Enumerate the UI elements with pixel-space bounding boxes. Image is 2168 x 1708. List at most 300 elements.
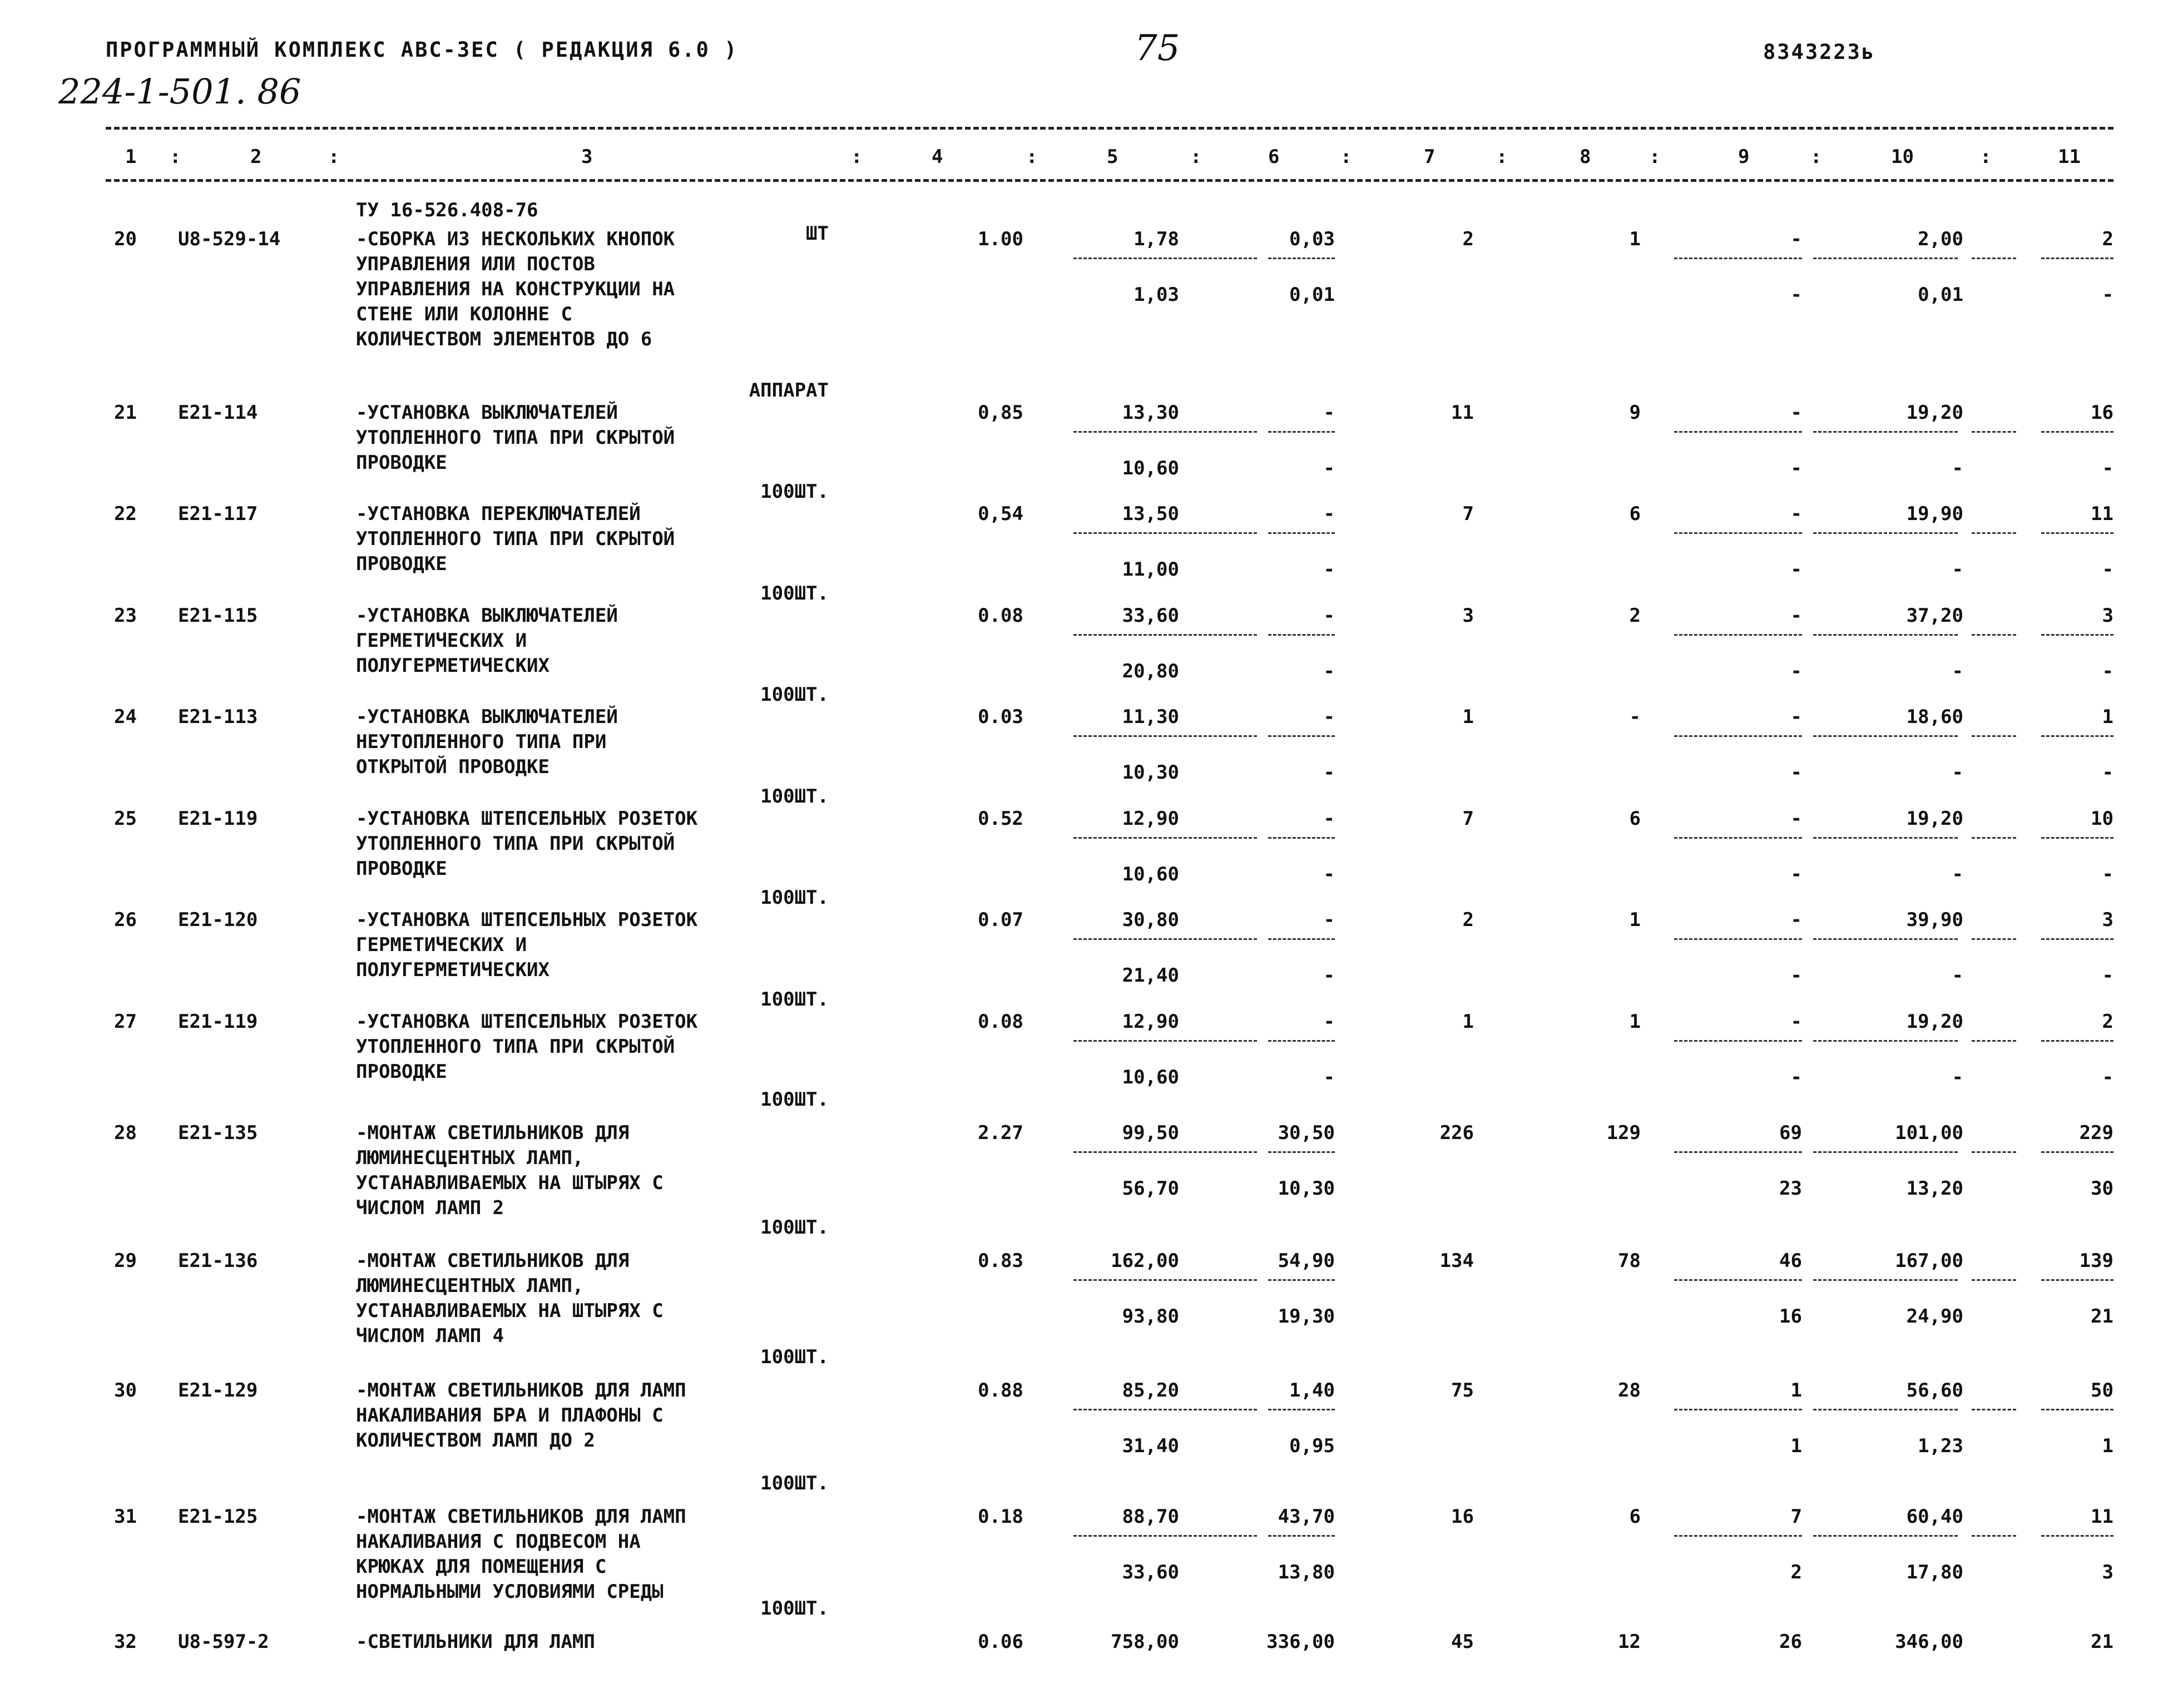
wages-per-unit: 1,03	[1134, 284, 1179, 306]
wages-per-unit: 10,30	[1122, 761, 1179, 784]
labor-machinists-total: -	[2102, 1066, 2113, 1088]
subtotal-dash	[1674, 938, 1802, 940]
machine-wages-total: -	[1790, 1066, 1802, 1088]
labor-per-unit: 39,90	[1906, 909, 1963, 931]
wages: 1	[1629, 909, 1641, 931]
subtotal-dash	[1674, 837, 1802, 839]
subtotal-dash	[1073, 634, 1257, 636]
labor-machinists-total: 3	[2102, 1561, 2113, 1583]
machine-cost: 336,00	[1266, 1631, 1335, 1653]
unit-of-measure: 100ШТ.	[760, 1346, 829, 1368]
norm-code: E21-135	[178, 1122, 258, 1144]
total-cost: 2	[1462, 909, 1474, 931]
work-description: -УСТАНОВКА ШТЕПСЕЛЬНЫХ РОЗЕТОК УТОПЛЕННОГО ТИПА ПРИ СКРЫТОЙ ПРОВОДКЕ	[356, 808, 698, 880]
row-number: 29	[114, 1250, 137, 1272]
row-number: 26	[114, 909, 137, 931]
subtotal-dash	[1813, 258, 1958, 259]
quantity: 0.08	[978, 1011, 1023, 1033]
column-separator: :	[170, 146, 181, 168]
machine-wages: 10,30	[1278, 1177, 1335, 1200]
column-number: 5	[1107, 146, 1118, 168]
unit-of-measure: 100ШТ.	[760, 1216, 829, 1239]
subtotal-dash	[1813, 938, 1958, 940]
unit-cost: 33,60	[1122, 605, 1179, 627]
labor-machinists: -	[1952, 761, 1963, 784]
total-labor: 139	[2079, 1250, 2113, 1272]
norm-code: U8-597-2	[178, 1631, 269, 1653]
total-labor: 229	[2079, 1122, 2113, 1144]
machine-cost: 30,50	[1278, 1122, 1335, 1144]
wages: 12	[1618, 1631, 1641, 1653]
wages-per-unit: 31,40	[1122, 1435, 1179, 1457]
row-number: 21	[114, 402, 137, 424]
wages-per-unit: 21,40	[1122, 964, 1179, 987]
labor-machinists: -	[1952, 1066, 1963, 1088]
row-number: 32	[114, 1631, 137, 1653]
norm-code: E21-125	[178, 1506, 258, 1528]
total-labor: 11	[2091, 503, 2113, 525]
total-cost: 226	[1439, 1122, 1474, 1144]
wages: 28	[1618, 1379, 1641, 1402]
labor-per-unit: 2,00	[1918, 228, 1963, 250]
machine-wages-total: -	[1790, 660, 1802, 682]
subtotal-dash	[1268, 1279, 1335, 1281]
total-labor: 1	[2102, 706, 2113, 728]
wages-per-unit: 10,60	[1122, 863, 1179, 885]
machine-wages-total: 16	[1779, 1305, 1802, 1328]
labor-per-unit: 19,20	[1906, 402, 1963, 424]
total-labor: 16	[2091, 402, 2113, 424]
column-separator: :	[328, 146, 340, 168]
quantity: 0.52	[978, 808, 1023, 830]
subtotal-dash	[1268, 1151, 1335, 1153]
subtotal-dash	[1268, 634, 1335, 636]
machine-operation: -	[1790, 228, 1802, 250]
labor-machinists-total: -	[2102, 558, 2113, 581]
machine-operation: 46	[1779, 1250, 1802, 1272]
work-description: -МОНТАЖ СВЕТИЛЬНИКОВ ДЛЯ ЛАМП НАКАЛИВАНИЯ С ПОДВЕСОМ НА КРЮКАХ ДЛЯ ПОМЕЩЕНИЯ С НОРМАЛЬНЫМИ УСЛОВИЯМИ СРЕДЫ	[356, 1506, 686, 1603]
unit-of-measure: 100ШТ.	[760, 1472, 829, 1494]
total-labor: 10	[2091, 808, 2113, 830]
program-header: ПРОГРАММНЫЙ КОМПЛЕКС АВС-3ЕС ( РЕДАКЦИЯ 6.0 )	[106, 38, 739, 62]
machine-wages-total: 2	[1790, 1561, 1802, 1583]
work-description: -МОНТАЖ СВЕТИЛЬНИКОВ ДЛЯ ЛЮМИНЕСЦЕНТНЫХ ЛАМП, УСТАНАВЛИВАЕМЫХ НА ШТЫРЯХ С ЧИСЛОМ ЛАМП 2	[356, 1122, 664, 1219]
labor-machinists: 17,80	[1906, 1561, 1963, 1583]
subtotal-dash	[1073, 1151, 1257, 1153]
machine-wages-total: -	[1790, 284, 1802, 306]
subtotal-dash	[1813, 837, 1958, 839]
subtotal-dash	[1268, 1409, 1335, 1410]
subtotal-dash	[1972, 1409, 2016, 1410]
labor-machinists: 0,01	[1918, 284, 1963, 306]
labor-per-unit: 19,90	[1906, 503, 1963, 525]
row-number: 27	[114, 1011, 137, 1033]
labor-per-unit: 56,60	[1906, 1379, 1963, 1402]
unit-of-measure: 100ШТ.	[760, 988, 829, 1011]
wages: 1	[1629, 1011, 1641, 1033]
subtotal-dash	[1972, 532, 2016, 534]
wages-per-unit: 10,60	[1122, 457, 1179, 479]
machine-wages: -	[1323, 964, 1335, 987]
machine-cost: 1,40	[1289, 1379, 1335, 1402]
unit-of-measure: 100ШТ.	[760, 481, 829, 503]
labor-machinists: -	[1952, 964, 1963, 987]
subtotal-dash	[1674, 1279, 1802, 1281]
total-labor: 11	[2091, 1506, 2113, 1528]
machine-operation: -	[1790, 503, 1802, 525]
machine-operation: -	[1790, 706, 1802, 728]
wages-per-unit: 11,00	[1122, 558, 1179, 581]
wages: 129	[1606, 1122, 1641, 1144]
machine-operation: 69	[1779, 1122, 1802, 1144]
total-cost: 45	[1451, 1631, 1474, 1653]
unit-cost: 99,50	[1122, 1122, 1179, 1144]
row-number: 23	[114, 605, 137, 627]
subtotal-dash	[1972, 258, 2016, 259]
subtotal-dash	[2041, 1409, 2113, 1410]
page-number: 75	[1135, 28, 1180, 69]
column-number: 11	[2058, 146, 2081, 168]
labor-machinists-total: 21	[2091, 1305, 2113, 1328]
header-rule-bottom	[106, 179, 2113, 182]
document-code: 8343223ь	[1763, 40, 1876, 64]
work-description: -УСТАНОВКА ПЕРЕКЛЮЧАТЕЛЕЙ УТОПЛЕННОГО ТИПА ПРИ СКРЫТОЙ ПРОВОДКЕ	[356, 503, 675, 575]
column-separator: :	[851, 146, 863, 168]
column-separator: :	[1340, 146, 1352, 168]
subtotal-dash	[1813, 634, 1958, 636]
labor-per-unit: 19,20	[1906, 808, 1963, 830]
column-number: 1	[125, 146, 137, 168]
subtotal-dash	[1073, 938, 1257, 940]
total-cost: 134	[1439, 1250, 1474, 1272]
subtotal-dash	[2041, 431, 2113, 433]
subtotal-dash	[1972, 735, 2016, 737]
row-number: 25	[114, 808, 137, 830]
unit-of-measure: ШТ	[806, 222, 829, 245]
column-number: 6	[1268, 146, 1280, 168]
machine-cost: -	[1323, 1011, 1335, 1033]
subtotal-dash	[1674, 1151, 1802, 1153]
machine-wages-total: -	[1790, 457, 1802, 479]
norm-code: U8-529-14	[178, 228, 281, 250]
machine-operation: -	[1790, 402, 1802, 424]
subtotal-dash	[1268, 1535, 1335, 1537]
labor-machinists: -	[1952, 660, 1963, 682]
row-number: 28	[114, 1122, 137, 1144]
subtotal-dash	[1268, 938, 1335, 940]
unit-cost: 12,90	[1122, 808, 1179, 830]
subtotal-dash	[2041, 1040, 2113, 1042]
quantity: 0.83	[978, 1250, 1023, 1272]
subtotal-dash	[1268, 1040, 1335, 1042]
quantity: 2.27	[978, 1122, 1023, 1144]
column-number: 10	[1891, 146, 1914, 168]
wages-per-unit: 10,60	[1122, 1066, 1179, 1088]
machine-wages-total: -	[1790, 964, 1802, 987]
machine-cost: -	[1323, 503, 1335, 525]
machine-wages: 0,01	[1289, 284, 1335, 306]
wages: 6	[1629, 808, 1641, 830]
unit-of-measure: 100ШТ.	[760, 582, 829, 605]
total-labor: 2	[2102, 1011, 2113, 1033]
machine-operation: 26	[1779, 1631, 1802, 1653]
row-number: 30	[114, 1379, 137, 1402]
labor-machinists: -	[1952, 457, 1963, 479]
subtotal-dash	[1268, 431, 1335, 433]
machine-cost: 0,03	[1289, 228, 1335, 250]
work-description: -УСТАНОВКА ВЫКЛЮЧАТЕЛЕЙ УТОПЛЕННОГО ТИПА ПРИ СКРЫТОЙ ПРОВОДКЕ	[356, 402, 675, 474]
unit-cost: 13,30	[1122, 402, 1179, 424]
quantity: 1.00	[978, 228, 1023, 250]
wages: -	[1629, 706, 1641, 728]
machine-cost: -	[1323, 706, 1335, 728]
subtotal-dash	[1268, 735, 1335, 737]
norm-code: E21-117	[178, 503, 258, 525]
machine-wages: -	[1323, 457, 1335, 479]
subtotal-dash	[1813, 1279, 1958, 1281]
labor-machinists-total: -	[2102, 660, 2113, 682]
subtotal-dash	[1972, 431, 2016, 433]
subtotal-dash	[1674, 431, 1802, 433]
subtotal-dash	[1073, 1535, 1257, 1537]
subtotal-dash	[1972, 1535, 2016, 1537]
labor-per-unit: 18,60	[1906, 706, 1963, 728]
labor-machinists-total: -	[2102, 457, 2113, 479]
norm-code: E21-115	[178, 605, 258, 627]
quantity: 0.06	[978, 1631, 1023, 1653]
total-cost: 7	[1462, 503, 1474, 525]
subtotal-dash	[1674, 1535, 1802, 1537]
row-number: 22	[114, 503, 137, 525]
subtotal-dash	[2041, 938, 2113, 940]
machine-wages-total: 23	[1779, 1177, 1802, 1200]
column-separator: :	[1810, 146, 1822, 168]
machine-operation: 7	[1790, 1506, 1802, 1528]
quantity: 0.18	[978, 1506, 1023, 1528]
subtotal-dash	[1073, 1279, 1257, 1281]
row-number: 24	[114, 706, 137, 728]
wages-per-unit: 56,70	[1122, 1177, 1179, 1200]
unit-cost: 88,70	[1122, 1506, 1179, 1528]
machine-wages: 19,30	[1278, 1305, 1335, 1328]
total-cost: 7	[1462, 808, 1474, 830]
subtotal-dash	[1073, 532, 1257, 534]
machine-cost: -	[1323, 605, 1335, 627]
machine-wages: -	[1323, 558, 1335, 581]
subtotal-dash	[2041, 258, 2113, 259]
subtotal-dash	[1268, 258, 1335, 259]
labor-per-unit: 346,00	[1895, 1631, 1963, 1653]
unit-cost: 162,00	[1111, 1250, 1179, 1272]
subtotal-dash	[1813, 1535, 1958, 1537]
norm-code: E21-119	[178, 1011, 258, 1033]
unit-cost: 30,80	[1122, 909, 1179, 931]
norm-code: E21-120	[178, 909, 258, 931]
total-cost: 3	[1462, 605, 1474, 627]
labor-machinists: 24,90	[1906, 1305, 1963, 1328]
machine-cost: -	[1323, 808, 1335, 830]
unit-of-measure: 100ШТ.	[760, 785, 829, 808]
wages-per-unit: 33,60	[1122, 1561, 1179, 1583]
unit-cost: 1,78	[1134, 228, 1179, 250]
machine-operation: 1	[1790, 1379, 1802, 1402]
wages-per-unit: 20,80	[1122, 660, 1179, 682]
unit-cost: 11,30	[1122, 706, 1179, 728]
labor-machinists-total: -	[2102, 284, 2113, 306]
labor-machinists-total: -	[2102, 964, 2113, 987]
row-number: 20	[114, 228, 137, 250]
total-cost: 75	[1451, 1379, 1474, 1402]
wages: 6	[1629, 1506, 1641, 1528]
subtotal-dash	[1268, 532, 1335, 534]
wages: 6	[1629, 503, 1641, 525]
labor-per-unit: 167,00	[1895, 1250, 1963, 1272]
column-separator: :	[1026, 146, 1038, 168]
quantity: 0.03	[978, 706, 1023, 728]
subtotal-dash	[1813, 735, 1958, 737]
subtotal-dash	[2041, 1279, 2113, 1281]
subtotal-dash	[2041, 1535, 2113, 1537]
subtotal-dash	[1674, 634, 1802, 636]
machine-wages: 0,95	[1289, 1435, 1335, 1457]
subtotal-dash	[2041, 837, 2113, 839]
labor-per-unit: 19,20	[1906, 1011, 1963, 1033]
labor-machinists: -	[1952, 863, 1963, 885]
unit-of-measure: 100ШТ.	[760, 1597, 829, 1620]
machine-wages: -	[1323, 761, 1335, 784]
row-number: 31	[114, 1506, 137, 1528]
unit-of-measure: 100ШТ.	[760, 887, 829, 909]
norm-code: E21-114	[178, 402, 258, 424]
machine-operation: -	[1790, 1011, 1802, 1033]
work-description: -УСТАНОВКА ШТЕПСЕЛЬНЫХ РОЗЕТОК ГЕРМЕТИЧЕСКИХ И ПОЛУГЕРМЕТИЧЕСКИХ	[356, 909, 698, 981]
column-number: 7	[1424, 146, 1436, 168]
total-cost: 1	[1462, 1011, 1474, 1033]
work-description: -СВЕТИЛЬНИКИ ДЛЯ ЛАМП	[356, 1631, 595, 1653]
spec-note: ТУ 16-526.408-76	[356, 199, 538, 221]
machine-operation: -	[1790, 808, 1802, 830]
subtotal-dash	[1674, 1040, 1802, 1042]
subtotal-dash	[1674, 258, 1802, 259]
subtotal-dash	[1972, 938, 2016, 940]
column-separator: :	[1980, 146, 1992, 168]
total-labor: 3	[2102, 605, 2113, 627]
total-labor: 3	[2102, 909, 2113, 931]
column-number: 8	[1580, 146, 1591, 168]
work-description: -УСТАНОВКА ВЫКЛЮЧАТЕЛЕЙ ГЕРМЕТИЧЕСКИХ И ПОЛУГЕРМЕТИЧЕСКИХ	[356, 605, 618, 677]
wages: 1	[1629, 228, 1641, 250]
work-description: -МОНТАЖ СВЕТИЛЬНИКОВ ДЛЯ ЛЮМИНЕСЦЕНТНЫХ ЛАМП, УСТАНАВЛИВАЕМЫХ НА ШТЫРЯХ С ЧИСЛОМ ЛАМП 4	[356, 1250, 664, 1347]
header-rule-top	[106, 127, 2113, 130]
total-labor: 50	[2091, 1379, 2113, 1402]
subtotal-dash	[1813, 431, 1958, 433]
labor-machinists-total: -	[2102, 761, 2113, 784]
subtotal-dash	[1972, 837, 2016, 839]
labor-per-unit: 37,20	[1906, 605, 1963, 627]
machine-operation: -	[1790, 605, 1802, 627]
column-number: 3	[581, 146, 593, 168]
quantity: 0.08	[978, 605, 1023, 627]
wages: 78	[1618, 1250, 1641, 1272]
subtotal-dash	[1073, 837, 1257, 839]
quantity: 0.07	[978, 909, 1023, 931]
wages: 2	[1629, 605, 1641, 627]
total-cost: 11	[1451, 402, 1474, 424]
column-number: 9	[1738, 146, 1750, 168]
machine-wages: -	[1323, 660, 1335, 682]
machine-wages: -	[1323, 1066, 1335, 1088]
unit-cost: 13,50	[1122, 503, 1179, 525]
unit-of-measure: 100ШТ.	[760, 684, 829, 706]
subtotal-dash	[1972, 634, 2016, 636]
machine-wages-total: -	[1790, 863, 1802, 885]
labor-per-unit: 60,40	[1906, 1506, 1963, 1528]
subtotal-dash	[1972, 1151, 2016, 1153]
machine-cost: 43,70	[1278, 1506, 1335, 1528]
work-description: -УСТАНОВКА ШТЕПСЕЛЬНЫХ РОЗЕТОК УТОПЛЕННОГО ТИПА ПРИ СКРЫТОЙ ПРОВОДКЕ	[356, 1011, 698, 1083]
labor-machinists: -	[1952, 558, 1963, 581]
machine-wages-total: -	[1790, 558, 1802, 581]
norm-code: E21-136	[178, 1250, 258, 1272]
work-description: -МОНТАЖ СВЕТИЛЬНИКОВ ДЛЯ ЛАМП НАКАЛИВАНИЯ БРА И ПЛАФОНЫ С КОЛИЧЕСТВОМ ЛАМП ДО 2	[356, 1379, 686, 1452]
total-cost: 1	[1462, 706, 1474, 728]
subtotal-dash	[1972, 1279, 2016, 1281]
subtotal-dash	[2041, 532, 2113, 534]
norm-code: E21-129	[178, 1379, 258, 1402]
labor-machinists-total: 1	[2102, 1435, 2113, 1457]
machine-operation: -	[1790, 909, 1802, 931]
subtotal-dash	[1073, 735, 1257, 737]
subtotal-dash	[1813, 1409, 1958, 1410]
machine-wages: 13,80	[1278, 1561, 1335, 1583]
labor-machinists-total: -	[2102, 863, 2113, 885]
labor-machinists-total: 30	[2091, 1177, 2113, 1200]
total-labor: 21	[2091, 1631, 2113, 1653]
unit-cost: 758,00	[1111, 1631, 1179, 1653]
subtotal-dash	[2041, 1151, 2113, 1153]
subtotal-dash	[2041, 634, 2113, 636]
column-separator: :	[1190, 146, 1202, 168]
subtotal-dash	[1972, 1040, 2016, 1042]
subtotal-dash	[1073, 431, 1257, 433]
subtotal-dash	[1674, 735, 1802, 737]
machine-cost: -	[1323, 402, 1335, 424]
labor-per-unit: 101,00	[1895, 1122, 1963, 1144]
subtotal-dash	[1268, 837, 1335, 839]
labor-machinists: 1,23	[1918, 1435, 1963, 1457]
total-cost: 16	[1451, 1506, 1474, 1528]
machine-cost: 54,90	[1278, 1250, 1335, 1272]
column-number: 2	[250, 146, 262, 168]
wages: 9	[1629, 402, 1641, 424]
subtotal-dash	[1813, 1151, 1958, 1153]
subtotal-dash	[2041, 735, 2113, 737]
column-separator: :	[1649, 146, 1661, 168]
norm-code: E21-119	[178, 808, 258, 830]
total-cost: 2	[1462, 228, 1474, 250]
labor-machinists: 13,20	[1906, 1177, 1963, 1200]
machine-wages-total: -	[1790, 761, 1802, 784]
norm-code: E21-113	[178, 706, 258, 728]
work-description: -УСТАНОВКА ВЫКЛЮЧАТЕЛЕЙ НЕУТОПЛЕННОГО ТИПА ПРИ ОТКРЫТОЙ ПРОВОДКЕ	[356, 706, 618, 778]
machine-cost: -	[1323, 909, 1335, 931]
quantity: 0,85	[978, 402, 1023, 424]
handwritten-project-code: 224-1-501. 86	[58, 71, 301, 112]
unit-of-measure: АППАРАТ	[749, 379, 829, 402]
subtotal-dash	[1674, 532, 1802, 534]
subtotal-dash	[1813, 532, 1958, 534]
column-number: 4	[932, 146, 943, 168]
